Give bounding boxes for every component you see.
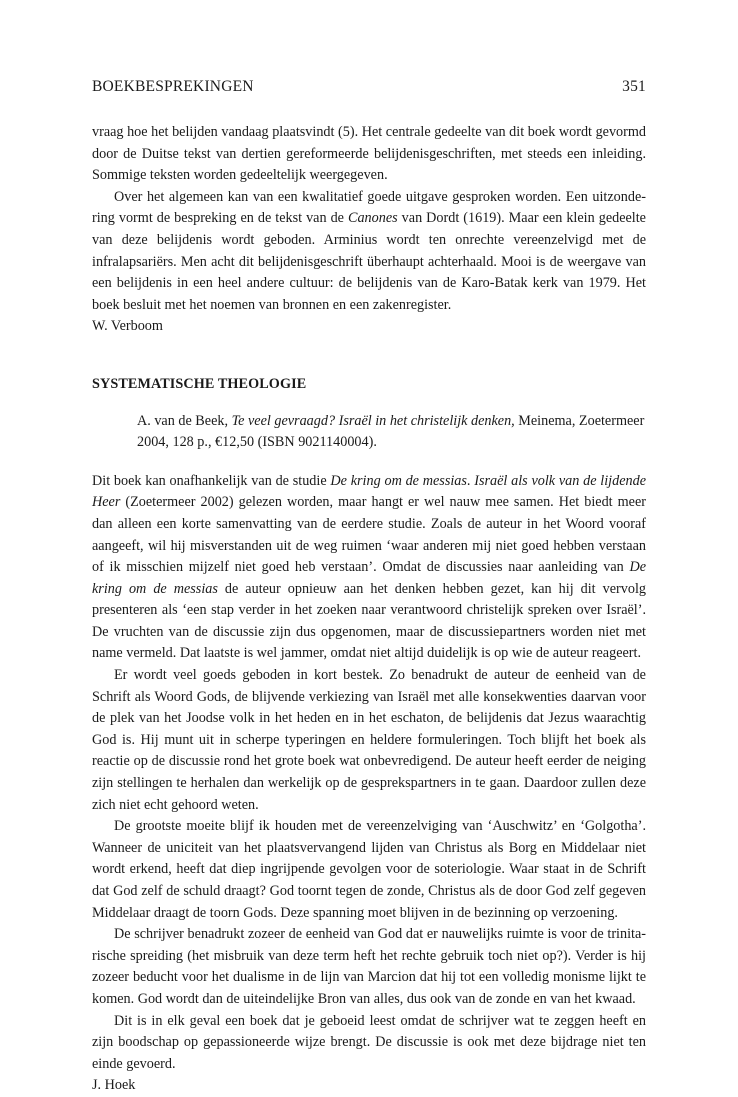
- italic-title: De kring om de messias: [92, 559, 646, 597]
- review1-paragraph-2: [92, 187, 646, 317]
- review2-paragraph-2: Er wordt veel goeds geboden in kort bestek. Zo benadrukt de auteur de eenheid van de Schrift als Woord Gods, de blijvende verkiezing van Israël met alle konsekwenties daarvan voor de plek van het Joodse volk in het heden en in het eschaton, de belijdenis dat Jezus waarachtig God is. Hij munt uit in scherpe typeringen en heldere formuleringen. Toch blijft het boek als reactie op de discussie rond het grote boek wat onbevredigend. De auteur heeft eerder de neiging zijn stellingen te herhalen dan werkelijk op de gesprekspartners in te gaan. Daardoor zullen deze zich niet echt gehoord weten.: [92, 667, 646, 813]
- section-title: SYSTEMATISCHE THEOLOGIE: [92, 375, 307, 392]
- text-span: Over het algemeen kan van een kwalitatief goede uitgave gesproken worden. Een uitzondering vormt de bespreking en de tekst van de: [92, 188, 646, 227]
- citation-details: Meinema, Zoetermeer 2004, 128 p., €12,50 (ISBN 9021140004).: [137, 412, 645, 451]
- review2-paragraph-5: Dit is in elk geval een boek dat je geboeid leest omdat de schrijver wat te zeggen heeft en zijn boodschap op gepassioneerde wijze brengt. De discussie is ook met deze bijdrage niet ten einde gevoerd.: [92, 1012, 646, 1072]
- review2-paragraph-1: [92, 471, 646, 665]
- italic-title: De kring om de messias: [330, 472, 467, 489]
- text-span: de auteur opnieuw aan het denken hebben gezet, kan hij dit vervolg presenteren als ‘een stap verder in het zoeken naar verantwoord christelijk spreken over Israël’. De vruchten van de discussie zijn dus opgenomen, maar de discussiepartners worden niet met name vermeld. Dat laatste is wel jammer, omdat niet altijd duidelijk is op wie de auteur reageert.: [92, 580, 646, 662]
- text-span: Dit boek kan onafhankelijk van de studie: [92, 472, 331, 489]
- review2-paragraph-4: De schrijver benadrukt zozeer de eenheid van God dat er nauwelijks ruimte is voor de trinitarische spreiding (het misbruik van deze term heft het rechte gebruik toch niet op?). Verder is hij zozeer beducht voor het dualisme in de lijn van Marcion dat hij tot een volledig monisme lijkt te komen. God wordt dan de uiteindelijke Bron van alles, dus ook van de zonde en van het kwaad.: [92, 926, 646, 1007]
- citation-author: A. van de Beek,: [137, 412, 232, 429]
- book-citation: [137, 411, 646, 454]
- review1-signature: W. Verboom: [92, 318, 163, 335]
- running-header: [92, 78, 646, 96]
- text-span: van Dordt (1619). Maar een klein gedeelte van deze belijdenis wordt geboden. Arminius wordt ten onrechte vereenzelvigd met de infralapsariërs. Men acht dit belijdenisgeschrift überhaupt achterhaald. Mooi is de weergave van een belijdenis in een heel andere cultuur: de belijdenis van de Karo-Batak kerk van 1979. Het boek besluit met het noemen van bronnen en een zakenregister.: [92, 210, 646, 313]
- page-number: 351: [622, 78, 646, 95]
- review2-signature: J. Hoek: [92, 1077, 136, 1094]
- page-body: [92, 122, 646, 1097]
- text-span: (Zoetermeer 2002) gelezen worden, maar hangt er wel nauw mee samen. Het biedt meer dan alleen een korte samenvatting van de eerdere studie. Zoals de auteur in het Woord vooraf aangeeft, wil hij misverstanden uit de weg ruimen ‘waar anderen mij niet goed hebben verstaan of ik misschien mijzelf niet goed heb verstaan’. Omdat de discussies naar aanleiding van: [92, 494, 646, 576]
- citation-title: Te veel gevraagd? Israël in het christelijk denken,: [231, 412, 515, 429]
- italic-title: Israël als volk van de lijdende Heer: [92, 472, 646, 511]
- running-title: BOEKBESPREKINGEN: [92, 78, 254, 95]
- review1-paragraph-1: vraag hoe het belijden vandaag plaatsvindt (5). Het centrale gedeelte van dit boek wordt gevormd door de Duitse tekst van dertien gereformeerde belijdenisgeschriften, met steeds een inleiding. Sommige teksten worden gedeeltelijk weergegeven.: [92, 124, 646, 184]
- review2-paragraph-3: De grootste moeite blijf ik houden met de vereenzelviging van ‘Auschwitz’ en ‘Golgotha’. Wanneer de uniciteit van het plaatsvervangend lijden van Christus als Borg en Middelaar niet wordt erkend, heeft dat diep ingrijpende gevolgen voor de soteriologie. Waar staat in de Schrift dat God zelf de schuld draagt? God toornt tegen de zonde, Christus als de door God zelf gegeven Middelaar draagt de toorn Gods. Deze spanning moet blijven in de bezinning op verzoening.: [92, 818, 646, 921]
- text-span: .: [466, 472, 475, 489]
- italic-title: Canones: [348, 210, 398, 227]
